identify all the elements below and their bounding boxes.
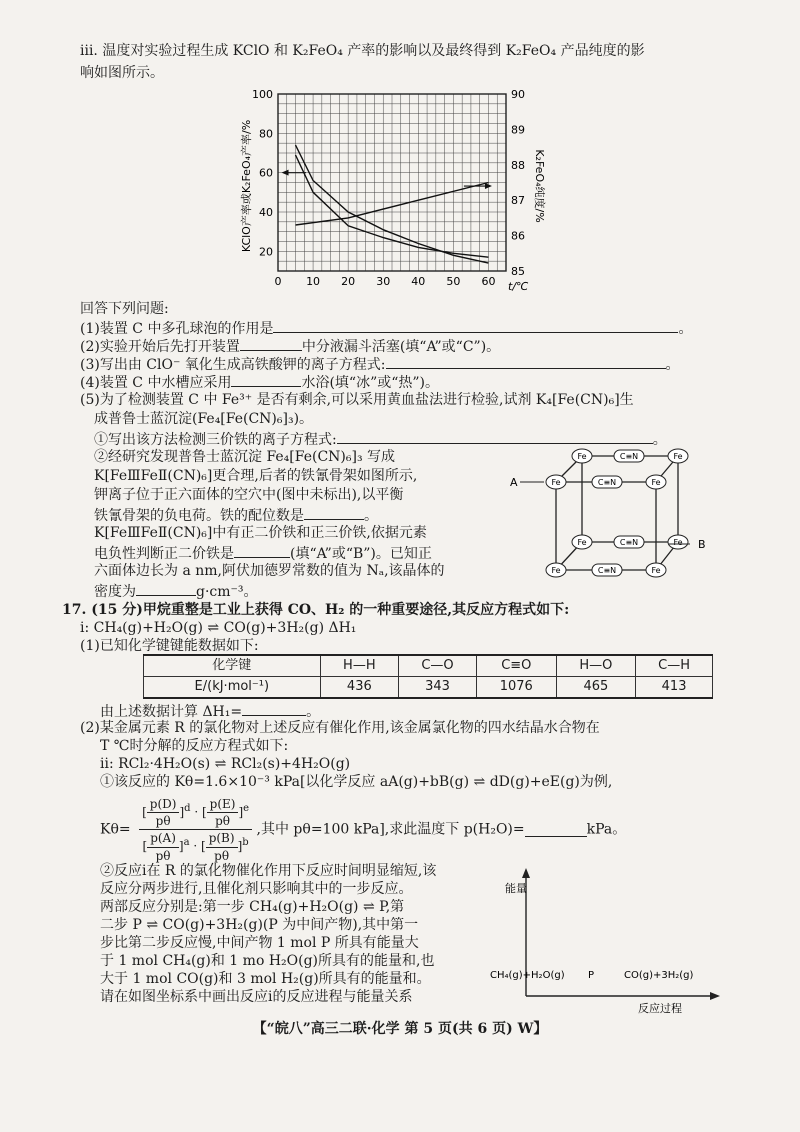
intro-line-1: ⅲ. 温度对实验过程生成 KClO 和 K₂FeO₄ 产率的影响以及最终得到 K₂FeO₄ 产品纯度的影 — [80, 43, 645, 59]
y-left-tick-label: 100 — [252, 88, 273, 101]
q17-title: 17. (15 分)甲烷重整是工业上获得 CO、H₂ 的一种重要途径,其反应方程式如下: — [62, 602, 570, 618]
y-right-tick-label: 89 — [511, 123, 525, 137]
svg-text:C≡N: C≡N — [619, 452, 639, 461]
table-row-label: E/(kJ·mol⁻¹) — [144, 677, 321, 699]
table-header: C—H — [636, 655, 713, 677]
q5-sub1-blank[interactable] — [337, 429, 653, 444]
x-tick-label: 50 — [446, 275, 461, 288]
fe-node — [668, 535, 688, 549]
q5-sub1: ①写出该方法检测三价铁的离子方程式: 。 — [94, 429, 667, 450]
x-tick-label: 10 — [306, 275, 321, 288]
q17-p2-l1: (2)某金属元素 R 的氯化物对上述反应有催化作用,该金属氯化物的四水结晶水合物在 — [80, 720, 600, 736]
y-left-label: KClO产率或K₂FeO₄产率/% — [240, 119, 253, 253]
fe-node — [546, 563, 566, 577]
svg-text:Fe: Fe — [651, 478, 661, 487]
svg-text:C≡N: C≡N — [597, 478, 617, 487]
bond-energy-table — [143, 654, 713, 699]
site-label-a: A — [510, 476, 518, 489]
q3-answer-blank[interactable] — [386, 354, 666, 369]
fe2-site-blank[interactable] — [234, 543, 290, 558]
site-label-b: B — [698, 538, 706, 551]
table-cell: 1076 — [476, 677, 556, 699]
y-right-label: K₂FeO₄纯度/% — [533, 149, 546, 223]
energy-diagram-axes[interactable] — [488, 866, 728, 1016]
q5-line-2: 成普鲁士蓝沉淀(Fe₄[Fe(CN)₆]₃)。 — [94, 411, 314, 427]
svg-text:Fe: Fe — [673, 538, 683, 547]
q4-answer-blank[interactable] — [231, 372, 301, 387]
q1-answer-blank[interactable] — [273, 318, 678, 333]
svg-text:Fe: Fe — [577, 538, 587, 547]
chart-grid — [278, 94, 506, 271]
q17-k1: ①该反应的 Kθ=1.6×10⁻³ kPa[以化学反应 aA(g)+bB(g) ⇌ dD(g)+eE(g)为例, — [100, 774, 613, 790]
q2-answer-blank[interactable] — [240, 336, 302, 351]
equilibrium-constant-formula: Kθ= [ $\frac{p(D)}{p\theta}$ ]$^d$ · [ $\frac{p(E)}{p\theta}$ ]$^e$ [ $\frac{p(A)}{p\theta}$ ]$^a$ · [ $\frac{p(B)}{p\theta}$ ]$^b$ ,其中 pθ=100 kPa],求此温度下 p(H₂O)= kPa。 — [100, 797, 627, 863]
density-blank[interactable] — [136, 581, 196, 596]
q17-r-l1: ②反应ⅰ在 R 的氯化物催化作用下反应时间明显缩短,该 — [100, 863, 437, 879]
q17-eq2: ⅱ: RCl₂·4H₂O(s) ⇌ RCl₂(s)+4H₂O(g) — [100, 756, 351, 772]
q5-sub2-l1: ②经研究发现普鲁士蓝沉淀 Fe₄[Fe(CN)₆]₃ 写成 — [94, 449, 396, 465]
q17-r-l6: 于 1 mol CH₄(g)和 1 mo H₂O(g)所具有的能量和,也 — [100, 953, 435, 969]
q17-p1: (1)已知化学键键能数据如下: — [80, 638, 259, 654]
y-axis-arrow — [522, 868, 530, 878]
q5-line-1: (5)为了检测装置 C 中 Fe³⁺ 是否有剩余,可以采用黄血盐法进行检验,试剂 K₄[Fe(CN)₆]生 — [80, 392, 634, 408]
q5-sub2-l6: 电负性判断正二价铁是 (填“A”或“B”)。已知正 — [94, 543, 432, 564]
q17-r-l3: 两部反应分别是:第一步 CH₄(g)+H₂O(g) ⇌ P,第 — [100, 899, 405, 915]
y-left-tick-label: 40 — [259, 206, 273, 219]
svg-text:Fe: Fe — [651, 566, 661, 575]
q17-r-l5: 步比第二步反应慢,中间产物 1 mol P 所具有能量大 — [100, 935, 419, 951]
svg-text:Fe: Fe — [551, 478, 561, 487]
arrowhead-left — [282, 170, 289, 176]
q2: (2)实验开始后先打开装置 中分液漏斗活塞(填“A”或“C”)。 — [80, 336, 500, 357]
energy-x-label: 反应过程 — [638, 1002, 682, 1015]
y-right-tick-label: 90 — [511, 88, 525, 101]
q5-sub2-l4: 铁氰骨架的负电荷。铁的配位数是 。 — [94, 505, 378, 526]
y-right-tick-label: 86 — [511, 229, 525, 243]
fe-node — [546, 475, 566, 489]
table-header: H—O — [556, 655, 636, 677]
q17-r-l8: 请在如图坐标系中画出反应ⅰ的反应进程与能量关系 — [100, 989, 413, 1005]
cn-bridge — [592, 476, 622, 488]
fe-node — [572, 449, 592, 463]
q17-r-l2: 反应分两步进行,且催化剂只影响其中的一步反应。 — [100, 881, 413, 897]
svg-text:C≡N: C≡N — [597, 566, 617, 575]
energy-y-label: 能量 — [505, 882, 527, 895]
coordination-number-blank[interactable] — [304, 505, 364, 520]
q5-sub2-l2: K[FeⅢFeⅡ(CN)₆]更合理,后者的铁氰骨架如图所示, — [94, 468, 418, 484]
cn-bridge — [614, 536, 644, 548]
page-footer: 【“皖八”高三二联·化学 第 5 页(共 6 页) W】 — [252, 1021, 548, 1037]
x-tick-label: 0 — [274, 275, 282, 288]
x-tick-label: 60 — [481, 275, 496, 288]
label-intermediate: P — [588, 970, 595, 981]
x-axis-arrow — [710, 992, 720, 1000]
label-reactants: CH₄(g)+H₂O(g) — [490, 970, 565, 981]
table-header: 化学键 — [144, 655, 321, 677]
fe-node — [646, 475, 666, 489]
p-h2o-blank[interactable] — [525, 822, 587, 837]
table-cell: 343 — [399, 677, 477, 699]
table-cell: 465 — [556, 677, 636, 699]
q1: (1)装置 C 中多孔球泡的作用是 。 — [80, 318, 692, 339]
y-right-tick-label: 88 — [511, 158, 525, 172]
table-cell: 436 — [320, 677, 398, 699]
x-tick-label: 20 — [341, 275, 356, 288]
ferrocyanide-cube-figure — [510, 444, 710, 582]
label-products: CO(g)+3H₂(g) — [624, 970, 694, 981]
q17-r-l4: 二步 P ⇌ CO(g)+3H₂(g)(P 为中间产物),其中第一 — [100, 917, 419, 933]
svg-text:Fe: Fe — [577, 452, 587, 461]
temperature-yield-chart — [230, 86, 550, 298]
q5-sub2-l7: 六面体边长为 a nm,阿伏加德罗常数的值为 Nₐ,该晶体的 — [94, 563, 445, 579]
x-tick-label: 40 — [411, 275, 426, 288]
x-axis-label: t/℃ — [508, 280, 529, 293]
fe-node — [668, 449, 688, 463]
q17-eq1: ⅰ: CH₄(g)+H₂O(g) ⇌ CO(g)+3H₂(g) ΔH₁ — [80, 620, 357, 636]
q3: (3)写出由 ClO⁻ 氧化生成高铁酸钾的离子方程式: 。 — [80, 354, 680, 375]
y-right-tick-label: 85 — [511, 265, 525, 278]
q5-sub2-l3: 钾离子位于正六面体的空穴中(图中未标出),以平衡 — [94, 487, 404, 503]
q5-sub2-l5: K[FeⅢFeⅡ(CN)₆]中有正二价铁和正三价铁,依据元素 — [94, 525, 427, 541]
q4: (4)装置 C 中水槽应采用 水浴(填“冰”或“热”)。 — [80, 372, 439, 393]
fe-node — [646, 563, 666, 577]
table-header: C≡O — [476, 655, 556, 677]
fe-node — [572, 535, 592, 549]
table-cell: 413 — [636, 677, 713, 699]
q17-r-l7: 大于 1 mol CO(g)和 3 mol H₂(g)所具有的能量和。 — [100, 971, 431, 987]
x-tick-label: 30 — [376, 275, 391, 288]
svg-text:Fe: Fe — [551, 566, 561, 575]
intro-line-2: 响如图所示。 — [80, 65, 164, 81]
table-header: C—O — [399, 655, 477, 677]
chart-ticks — [252, 88, 525, 288]
q17-p2-l2: T ℃时分解的反应方程式如下: — [100, 738, 289, 754]
delta-h-blank[interactable] — [242, 701, 306, 716]
y-left-tick-label: 80 — [259, 127, 273, 141]
cn-bridge — [614, 450, 644, 462]
svg-text:Fe: Fe — [673, 452, 683, 461]
cn-bridge — [592, 564, 622, 576]
svg-text:C≡N: C≡N — [619, 538, 639, 547]
q17-calc: 由上述数据计算 ΔH₁= 。 — [100, 701, 320, 722]
answer-title: 回答下列问题: — [80, 301, 169, 317]
y-right-tick-label: 87 — [511, 194, 525, 208]
y-left-tick-label: 60 — [259, 166, 273, 180]
table-header: H—H — [320, 655, 398, 677]
y-left-tick-label: 20 — [259, 245, 273, 259]
q5-sub2-l8: 密度为 g·cm⁻³。 — [94, 581, 258, 602]
